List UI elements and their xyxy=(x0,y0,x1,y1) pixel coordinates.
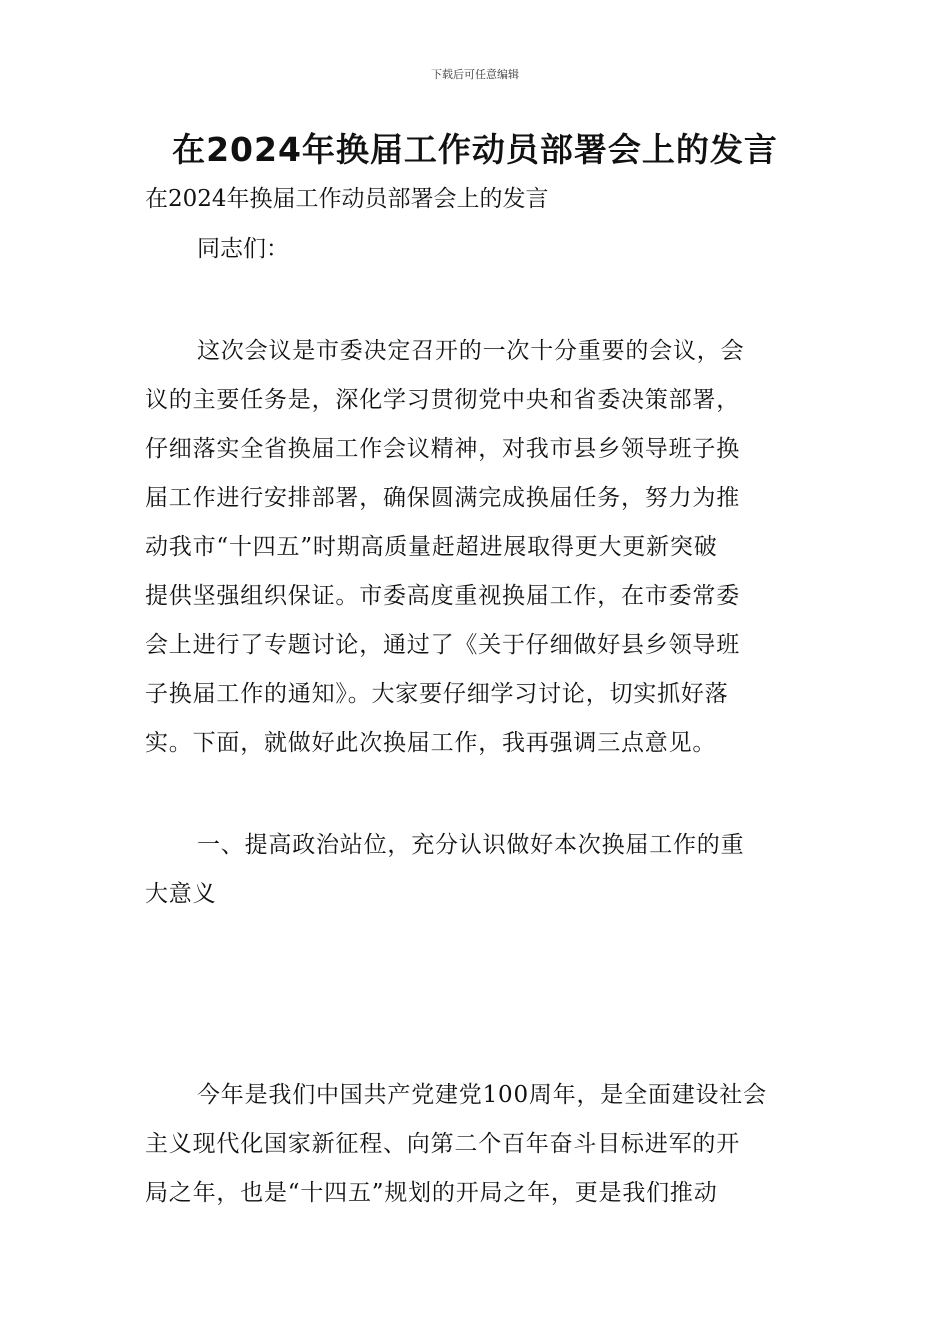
paragraph-line: 实。下面，就做好此次换届工作，我再强调三点意见。 xyxy=(145,730,717,756)
paragraph-line: 提供坚强组织保证。市委高度重视换届工作，在市委常委 xyxy=(145,583,740,609)
paragraph-line: 仔细落实全省换届工作会议精神，对我市县乡领导班子换 xyxy=(145,436,740,462)
paragraph-line: 局之年，也是“十四五”规划的开局之年，更是我们推动 xyxy=(145,1180,718,1206)
salutation: 同志们： xyxy=(197,236,289,262)
paragraph-line: 动我市“十四五”时期高质量赶超进展取得更大更新突破 xyxy=(145,534,718,560)
heading-line: 大意义 xyxy=(145,881,217,907)
paragraph-line: 这次会议是市委决定召开的一次十分重要的会议，会 xyxy=(197,338,745,364)
paragraph-line: 主义现代化国家新征程、向第二个百年奋斗目标进军的开 xyxy=(145,1131,740,1157)
paragraph-line: 今年是我们中国共产党建党100周年，是全面建设社会 xyxy=(197,1082,767,1108)
heading-line: 一、提高政治站位，充分认识做好本次换届工作的重 xyxy=(197,832,745,858)
document-title: 在2024年换届工作动员部署会上的发言 xyxy=(172,130,778,169)
paragraph-line: 子换届工作的通知》。大家要仔细学习讨论，切实抓好落 xyxy=(145,681,729,707)
header-note: 下载后可任意编辑 xyxy=(431,68,519,81)
paragraph-line: 会上进行了专题讨论，通过了《关于仔细做好县乡领导班 xyxy=(145,632,740,658)
paragraph-line: 届工作进行安排部署，确保圆满完成换届任务，努力为推 xyxy=(145,485,740,511)
paragraph-line: 议的主要任务是，深化学习贯彻党中央和省委决策部署， xyxy=(145,387,740,413)
document-subtitle: 在2024年换届工作动员部署会上的发言 xyxy=(145,186,549,212)
